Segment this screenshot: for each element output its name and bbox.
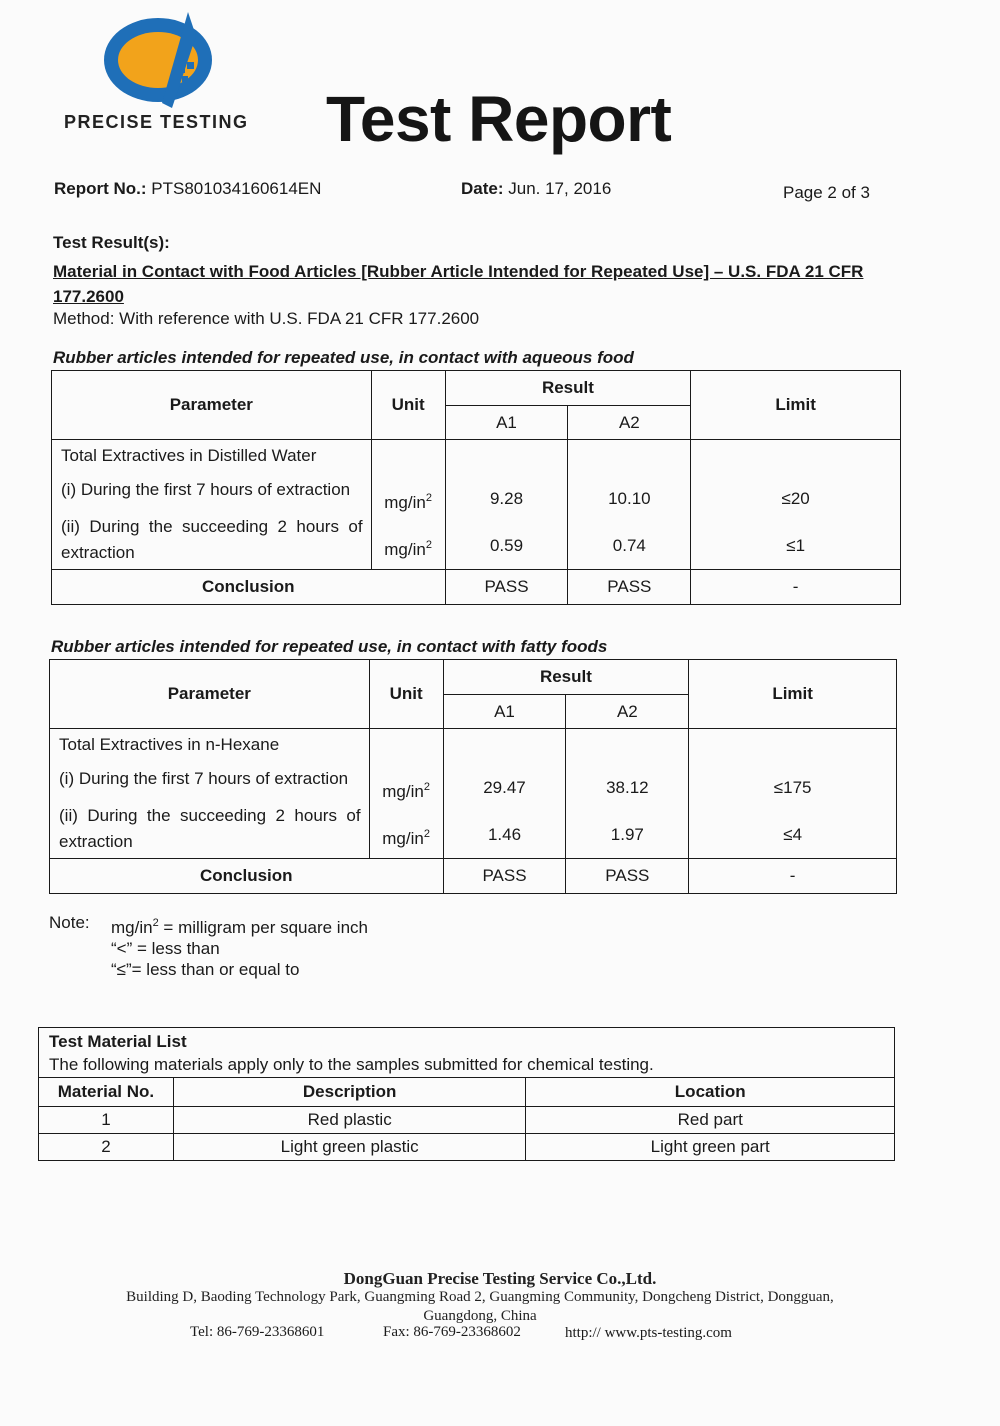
method-text: Method: With reference with U.S. FDA 21 CFR 177.2600 <box>53 309 480 328</box>
conclusion-limit: - <box>691 570 901 605</box>
unit-value: $mg/in^2$ <box>384 492 432 512</box>
limit-value: ≤20 <box>781 489 810 508</box>
conclusion-limit: - <box>689 859 897 894</box>
unit-value: $mg/in^2$ <box>384 539 432 559</box>
material-list-table <box>38 1027 895 1161</box>
results-table-fatty <box>49 659 897 894</box>
table-row <box>39 1134 895 1161</box>
a1-cell <box>443 729 566 859</box>
limit-cell <box>689 729 897 859</box>
header-a2: A2 <box>568 406 691 440</box>
a2-value: 38.12 <box>606 778 649 797</box>
a1-cell <box>445 440 568 570</box>
a2-value: 0.74 <box>612 536 646 555</box>
material-description: Light green plastic <box>173 1134 526 1161</box>
a2-value: 1.97 <box>610 825 644 844</box>
limit-cell <box>691 440 901 570</box>
material-no: 2 <box>39 1134 174 1161</box>
limit-value: ≤1 <box>786 536 806 555</box>
note-label: Note: <box>49 913 90 932</box>
company-logo <box>62 8 262 138</box>
header-limit: Limit <box>689 660 897 729</box>
limit-value: ≤175 <box>773 778 812 797</box>
unit-value: $mg/in^2$ <box>382 828 430 848</box>
report-number-label: Report No.: <box>54 179 147 198</box>
limit-value: ≤4 <box>783 825 803 844</box>
note-line: “≤”= less than or equal to <box>111 960 300 979</box>
a2-cell <box>568 440 691 570</box>
report-date <box>461 179 611 199</box>
header-description: Description <box>173 1078 526 1107</box>
footer-url: http:// www.pts-testing.com <box>565 1325 732 1341</box>
header-limit: Limit <box>691 371 901 440</box>
header-unit: Unit <box>369 660 443 729</box>
results-table-aqueous <box>51 370 901 605</box>
report-date-value: Jun. 17, 2016 <box>508 179 612 198</box>
header-parameter: Parameter <box>52 371 372 440</box>
unit-cell <box>371 440 445 570</box>
header-material-no: Material No. <box>39 1078 174 1107</box>
material-location: Light green part <box>526 1134 895 1161</box>
footer-company: DongGuan Precise Testing Service Co.,Ltd. <box>343 1269 657 1288</box>
material-location: Red part <box>526 1107 895 1134</box>
header-a2: A2 <box>566 695 689 729</box>
parameter-cell <box>50 729 370 859</box>
a1-value: 1.46 <box>487 825 522 844</box>
header-a1: A1 <box>443 695 566 729</box>
unit-cell <box>369 729 443 859</box>
note-line: “<” = less than <box>111 939 220 958</box>
header-result: Result <box>443 660 689 695</box>
a2-value: 10.10 <box>608 489 651 508</box>
material-list-header <box>39 1028 895 1078</box>
material-no: 1 <box>39 1107 174 1134</box>
header-unit: Unit <box>371 371 445 440</box>
header-location: Location <box>526 1078 895 1107</box>
footer-tel: Tel: 86-769-23368601 <box>190 1324 325 1340</box>
page-title: Test Report <box>326 83 672 155</box>
report-date-label: Date: <box>461 179 504 198</box>
material-list-subtitle: The following materials apply only to the samples submitted for chemical testing. <box>49 1055 654 1074</box>
table-caption: Rubber articles intended for repeated use, in contact with aqueous food <box>53 348 634 367</box>
report-number <box>54 179 321 199</box>
footer-fax: Fax: 86-769-23368602 <box>383 1324 521 1340</box>
table-caption: Rubber articles intended for repeated use, in contact with fatty foods <box>51 637 608 656</box>
conclusion-a2: PASS <box>568 570 691 605</box>
a1-value: 29.47 <box>483 778 526 797</box>
section-title: Material in Contact with Food Articles [Rubber Article Intended for Repeated Use] – U.S. FDA 21 CFR 177.2600 <box>53 262 864 306</box>
header-result: Result <box>445 371 691 406</box>
conclusion-a2: PASS <box>566 859 689 894</box>
parameter-row: (ii) During the succeeding 2 hours of extraction <box>61 517 363 562</box>
header-a1: A1 <box>445 406 568 440</box>
note-lines <box>111 913 368 980</box>
note-line: $mg/in^2$ = milligram per square inch <box>111 917 368 937</box>
conclusion-label: Conclusion <box>52 570 446 605</box>
material-list-title: Test Material List <box>49 1032 187 1051</box>
conclusion-label: Conclusion <box>50 859 444 894</box>
unit-value: $mg/in^2$ <box>382 781 430 801</box>
footer-address: Building D, Baoding Technology Park, Guangming Road 2, Guangming Community, Dongcheng District, Dongguan, Guangdong, China <box>126 1289 834 1324</box>
parameter-row: (i) During the first 7 hours of extraction <box>61 480 351 499</box>
conclusion-a1: PASS <box>445 570 568 605</box>
results-label: Test Result(s): <box>53 233 170 252</box>
parameter-row: (ii) During the succeeding 2 hours of extraction <box>59 806 361 851</box>
parameter-cell <box>52 440 372 570</box>
parameter-title: Total Extractives in n-Hexane <box>59 735 280 754</box>
header-parameter: Parameter <box>50 660 370 729</box>
table-row <box>39 1107 895 1134</box>
a1-value: 9.28 <box>489 489 524 508</box>
page-number: Page 2 of 3 <box>783 183 870 202</box>
report-number-value: PTS801034160614EN <box>151 179 322 198</box>
a2-cell <box>566 729 689 859</box>
a1-value: 0.59 <box>489 536 524 555</box>
conclusion-a1: PASS <box>443 859 566 894</box>
parameter-title: Total Extractives in Distilled Water <box>61 446 317 465</box>
logo-text: PRECISE TESTING <box>64 112 249 132</box>
parameter-row: (i) During the first 7 hours of extraction <box>59 769 349 788</box>
pts-logo-icon <box>100 8 230 113</box>
material-description: Red plastic <box>173 1107 526 1134</box>
